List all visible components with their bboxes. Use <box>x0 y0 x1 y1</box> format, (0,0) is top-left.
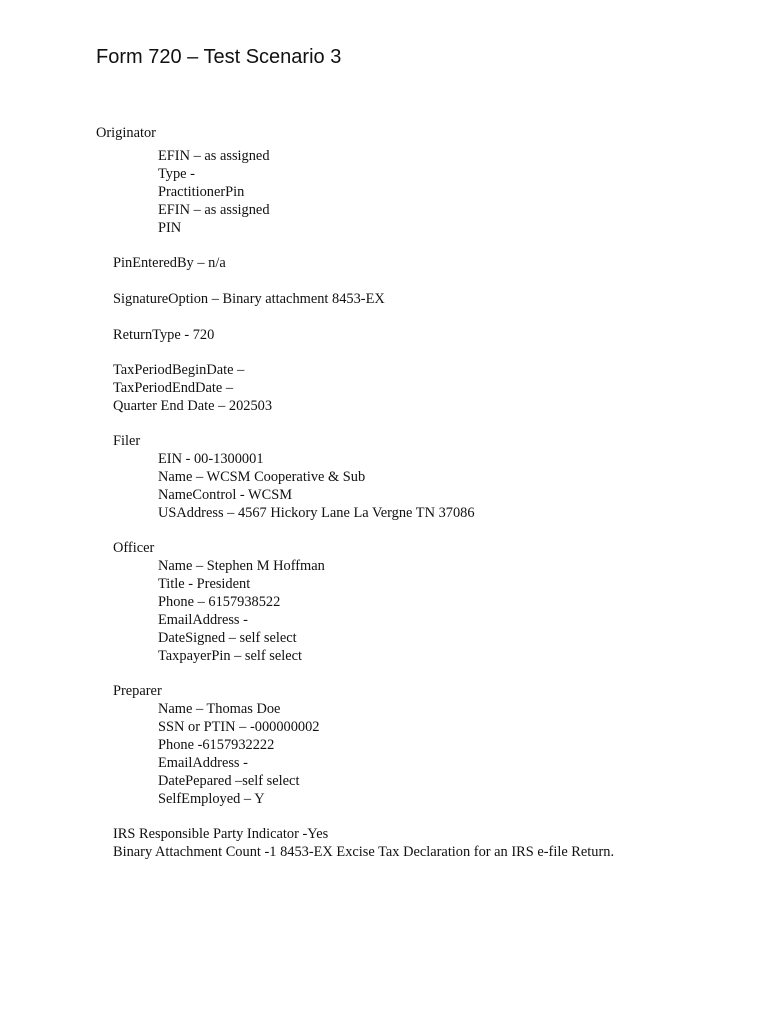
filer-line: EIN - 00-1300001 <box>158 451 264 467</box>
officer-line: TaxpayerPin – self select <box>158 648 303 664</box>
originator-heading: Originator <box>96 125 156 141</box>
signature-option: SignatureOption – Binary attachment 8453-EX <box>113 291 385 307</box>
preparer-line: Name – Thomas Doe <box>158 701 281 717</box>
page-title: Form 720 – Test Scenario 3 <box>96 46 342 68</box>
officer-heading: Officer <box>113 540 155 556</box>
officer-line: EmailAddress - <box>158 612 248 628</box>
originator-line: Type - <box>158 166 195 182</box>
preparer-line: SSN or PTIN – -000000002 <box>158 719 320 735</box>
filer-line: Name – WCSM Cooperative & Sub <box>158 469 366 485</box>
preparer-heading: Preparer <box>113 683 162 699</box>
officer-line: Title - President <box>158 576 251 592</box>
filer-heading: Filer <box>113 433 141 449</box>
preparer-line: DatePepared –self select <box>158 773 300 789</box>
tax-period-line: TaxPeriodBeginDate – <box>113 362 245 378</box>
footer-line: Binary Attachment Count -1 8453-EX Excise Tax Declaration for an IRS e-file Return. <box>113 844 615 860</box>
preparer-line: Phone -6157932222 <box>158 737 275 753</box>
preparer-line: SelfEmployed – Y <box>158 791 265 807</box>
originator-line: EFIN – as assigned <box>158 148 270 164</box>
originator-line: PIN <box>158 220 182 236</box>
filer-line: USAddress – 4567 Hickory Lane La Vergne TN 37086 <box>158 505 475 521</box>
return-type: ReturnType - 720 <box>113 327 215 343</box>
preparer-line: EmailAddress - <box>158 755 248 771</box>
officer-line: DateSigned – self select <box>158 630 297 646</box>
pin-entered-by: PinEnteredBy – n/a <box>113 255 226 271</box>
footer-line: IRS Responsible Party Indicator -Yes <box>113 826 329 842</box>
officer-line: Name – Stephen M Hoffman <box>158 558 325 574</box>
originator-line: EFIN – as assigned <box>158 202 270 218</box>
filer-line: NameControl - WCSM <box>158 487 293 503</box>
tax-period-line: TaxPeriodEndDate – <box>113 380 234 396</box>
originator-line: PractitionerPin <box>158 184 245 200</box>
officer-line: Phone – 6157938522 <box>158 594 281 610</box>
tax-period-line: Quarter End Date – 202503 <box>113 398 273 414</box>
